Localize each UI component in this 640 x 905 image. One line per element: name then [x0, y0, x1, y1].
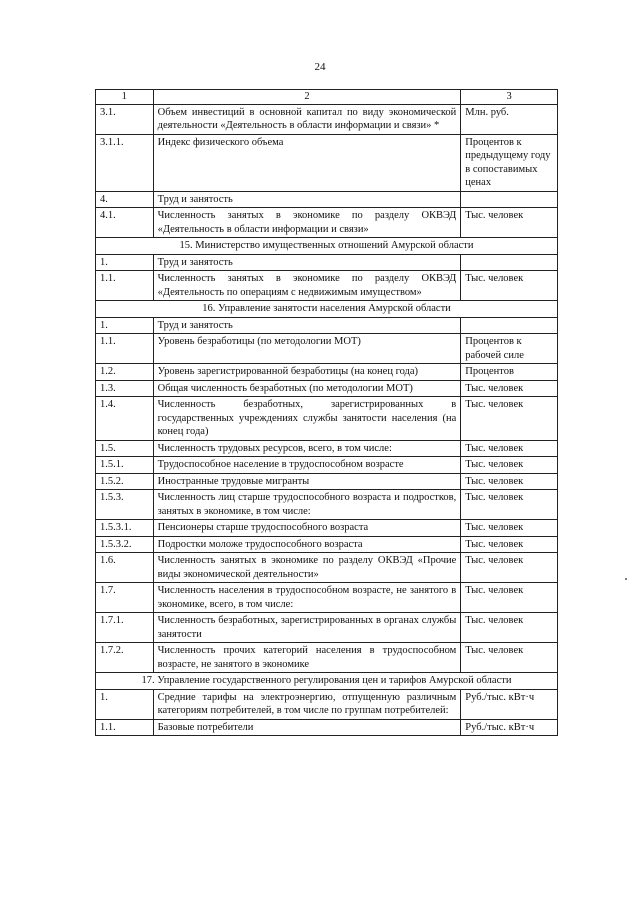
table-row [96, 520, 558, 537]
row-number: 1.6. [96, 553, 154, 583]
row-number: 1.5.2. [96, 473, 154, 490]
unit-of-measure: Млн. руб. [461, 104, 558, 134]
indicator-name: Численность прочих категорий населения в трудоспособном возрасте, не занятого в экономике [153, 643, 461, 673]
scan-speck [625, 578, 627, 580]
indicator-name: Подростки моложе трудоспособного возраста [153, 536, 461, 553]
header-col-1: 1 [96, 90, 154, 105]
table-header-row [96, 90, 558, 105]
row-number: 1.5. [96, 440, 154, 457]
row-number: 1. [96, 689, 154, 719]
unit-of-measure: Тыс. человек [461, 613, 558, 643]
table-row [96, 317, 558, 334]
row-number: 1.5.3.1. [96, 520, 154, 537]
unit-of-measure: Тыс. человек [461, 208, 558, 238]
indicator-name: Численность трудовых ресурсов, всего, в том числе: [153, 440, 461, 457]
unit-of-measure: Тыс. человек [461, 457, 558, 474]
unit-of-measure: Тыс. человек [461, 553, 558, 583]
unit-of-measure: Тыс. человек [461, 520, 558, 537]
row-number: 3.1. [96, 104, 154, 134]
table-row [96, 380, 558, 397]
table-row [96, 719, 558, 736]
indicator-name: Иностранные трудовые мигранты [153, 473, 461, 490]
indicator-name: Средние тарифы на электроэнергию, отпущенную различным категориям потребителей, в том числе по группам потребителей: [153, 689, 461, 719]
section-row [96, 673, 558, 690]
indicator-name: Пенсионеры старше трудоспособного возраста [153, 520, 461, 537]
table-row [96, 536, 558, 553]
row-number: 4.1. [96, 208, 154, 238]
unit-of-measure: Руб./тыс. кВт·ч [461, 719, 558, 736]
table-row [96, 271, 558, 301]
unit-of-measure [461, 317, 558, 334]
table-row [96, 104, 558, 134]
unit-of-measure: Процентов [461, 364, 558, 381]
row-number: 1.5.1. [96, 457, 154, 474]
table-row [96, 364, 558, 381]
table-row [96, 613, 558, 643]
table-row [96, 397, 558, 441]
unit-of-measure: Тыс. человек [461, 643, 558, 673]
unit-of-measure: Процентов к рабочей силе [461, 334, 558, 364]
row-number: 3.1.1. [96, 134, 154, 191]
indicator-name: Труд и занятость [153, 254, 461, 271]
section-row [96, 238, 558, 255]
indicator-name: Общая численность безработных (по методологии МОТ) [153, 380, 461, 397]
table-row [96, 134, 558, 191]
page-number: 24 [314, 61, 326, 73]
row-number: 1.7.1. [96, 613, 154, 643]
section-row [96, 301, 558, 318]
unit-of-measure: Тыс. человек [461, 583, 558, 613]
table-row [96, 490, 558, 520]
row-number: 1.5.3.2. [96, 536, 154, 553]
section-title: 15. Министерство имущественных отношений Амурской области [96, 238, 558, 255]
row-number: 1.7.2. [96, 643, 154, 673]
row-number: 1. [96, 317, 154, 334]
unit-of-measure: Тыс. человек [461, 271, 558, 301]
unit-of-measure: Тыс. человек [461, 490, 558, 520]
table-row [96, 191, 558, 208]
row-number: 1.4. [96, 397, 154, 441]
header-col-3: 3 [461, 90, 558, 105]
indicator-name: Уровень зарегистрированной безработицы (на конец года) [153, 364, 461, 381]
table-row [96, 334, 558, 364]
indicator-name: Базовые потребители [153, 719, 461, 736]
data-table [95, 89, 558, 736]
row-number: 4. [96, 191, 154, 208]
table-row [96, 457, 558, 474]
indicator-name: Объем инвестиций в основной капитал по виду экономической деятельности «Деятельность в области информации и связи» * [153, 104, 461, 134]
table-row [96, 643, 558, 673]
table-row [96, 440, 558, 457]
row-number: 1.2. [96, 364, 154, 381]
unit-of-measure: Тыс. человек [461, 440, 558, 457]
table-row [96, 583, 558, 613]
unit-of-measure: Тыс. человек [461, 397, 558, 441]
indicator-name: Численность безработных, зарегистрированных в государственных учреждениях службы занятости населения (на конец года) [153, 397, 461, 441]
table-row [96, 473, 558, 490]
indicator-name: Трудоспособное население в трудоспособном возрасте [153, 457, 461, 474]
unit-of-measure: Тыс. человек [461, 473, 558, 490]
indicator-name: Численность безработных, зарегистрированных в органах службы занятости [153, 613, 461, 643]
indicator-name: Численность населения в трудоспособном возрасте, не занятого в экономике, всего, в том числе: [153, 583, 461, 613]
unit-of-measure: Процентов к предыдущему году в сопоставимых ценах [461, 134, 558, 191]
section-title: 17. Управление государственного регулирования цен и тарифов Амурской области [96, 673, 558, 690]
table-row [96, 254, 558, 271]
unit-of-measure: Руб./тыс. кВт·ч [461, 689, 558, 719]
row-number: 1. [96, 254, 154, 271]
row-number: 1.1. [96, 334, 154, 364]
unit-of-measure: Тыс. человек [461, 380, 558, 397]
row-number: 1.7. [96, 583, 154, 613]
section-title: 16. Управление занятости населения Амурской области [96, 301, 558, 318]
unit-of-measure [461, 254, 558, 271]
unit-of-measure [461, 191, 558, 208]
row-number: 1.1. [96, 719, 154, 736]
table-row [96, 208, 558, 238]
table-row [96, 689, 558, 719]
table-body [96, 90, 558, 736]
indicator-name: Численность занятых в экономике по разделу ОКВЭД «Деятельность по операциям с недвижимым имуществом» [153, 271, 461, 301]
row-number: 1.3. [96, 380, 154, 397]
indicator-name: Численность лиц старше трудоспособного возраста и подростков, занятых в экономике, в том числе: [153, 490, 461, 520]
header-col-2: 2 [153, 90, 461, 105]
indicator-name: Индекс физического объема [153, 134, 461, 191]
indicator-name: Численность занятых в экономике по разделу ОКВЭД «Деятельность в области информации и связи» [153, 208, 461, 238]
row-number: 1.1. [96, 271, 154, 301]
indicator-name: Труд и занятость [153, 317, 461, 334]
unit-of-measure: Тыс. человек [461, 536, 558, 553]
row-number: 1.5.3. [96, 490, 154, 520]
indicator-name: Численность занятых в экономике по разделу ОКВЭД «Прочие виды экономической деятельности» [153, 553, 461, 583]
indicator-name: Уровень безработицы (по методологии МОТ) [153, 334, 461, 364]
indicator-name: Труд и занятость [153, 191, 461, 208]
table-row [96, 553, 558, 583]
